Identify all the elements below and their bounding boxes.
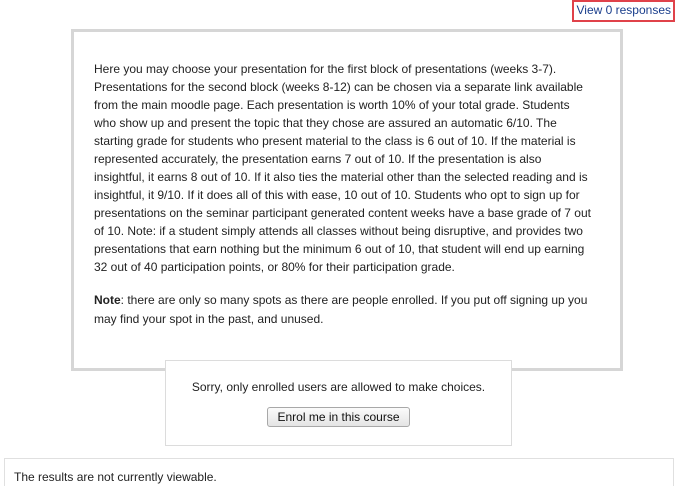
- note-text: : there are only so many spots as there are people enrolled. If you put off signing up you may find your spot in the past, and unused.: [94, 293, 588, 326]
- note-label: Note: [94, 293, 121, 307]
- choice-intro-box: [71, 29, 623, 371]
- results-message: The results are not currently viewable.: [14, 470, 217, 484]
- view-responses-link[interactable]: View 0 responses: [572, 0, 676, 22]
- enrol-button[interactable]: Enrol me in this course: [267, 407, 409, 427]
- enrol-box: [165, 360, 512, 446]
- enrol-message: Sorry, only enrolled users are allowed to make choices.: [191, 380, 486, 394]
- intro-paragraph: Here you may choose your presentation for the first block of presentations (weeks 3-7). Presentations for the second block (weeks 8-12) can be chosen via a separate link available from the main moodle page. Each presentation is worth 10% of your total grade. Students who show up and present the topic that they chose are assured an automatic 6/10. The starting grade for students who present material to the class is 6 out of 10. If the material is represented accurately, the presentation earns 7 out of 10. If the presentation is also insightful, it earns 8 out of 10. If it also ties the material other than the selected reading and is insightful, it 9/10. If it does all of this with ease, 10 out of 10. Students who opt to sign up for presentations on the seminar participant generated content weeks have a base grade of 7 out of 10. Note: if a student simply attends all classes without being disruptive, and provides two presentations that earn nothing but the minimum 6 out of 10, that student will end up earning 32 out of 40 participation points, or 80% for their participation grade.: [94, 62, 591, 274]
- results-box: [4, 458, 674, 486]
- note-paragraph: [94, 291, 594, 329]
